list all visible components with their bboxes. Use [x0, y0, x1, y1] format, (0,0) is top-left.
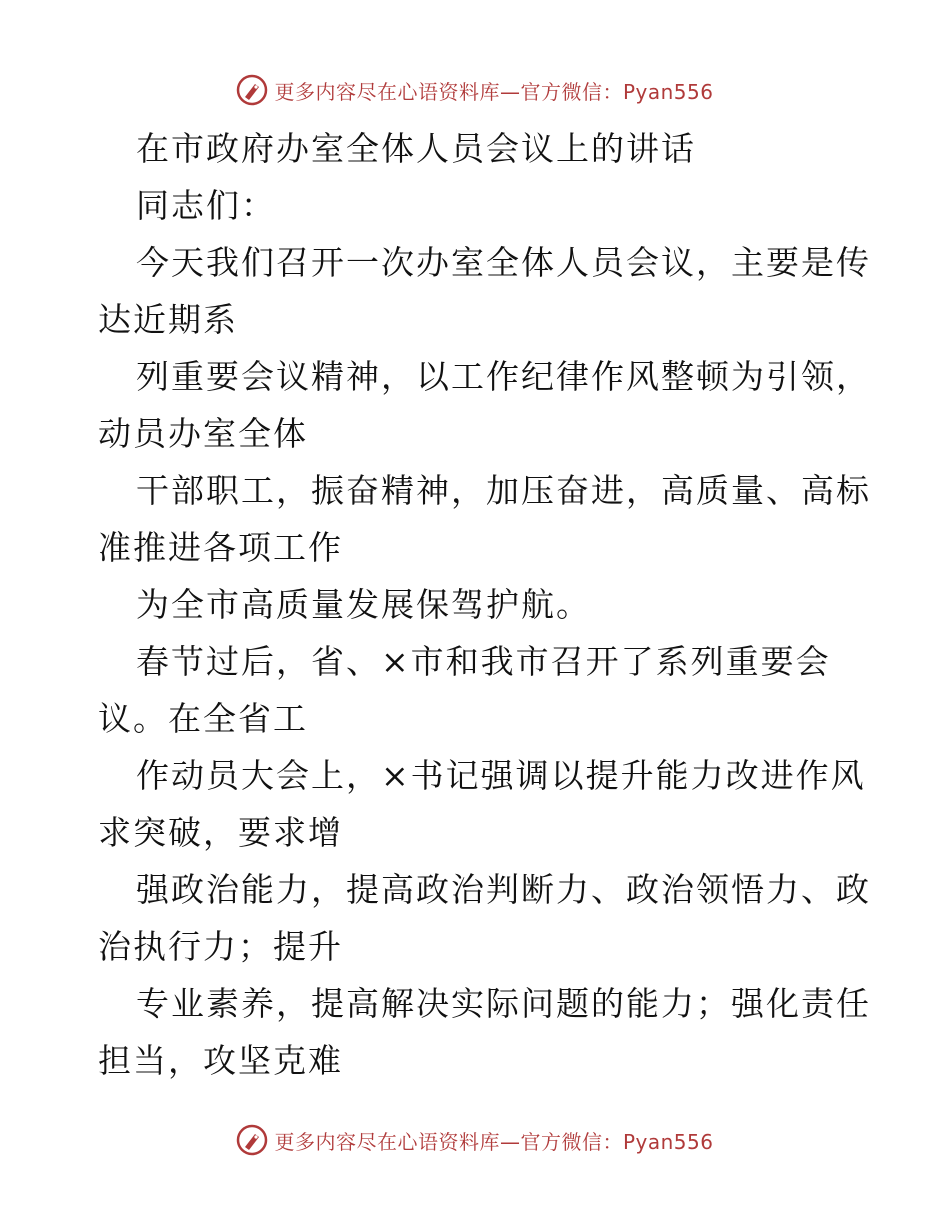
paragraph-line: 作动员大会上，×书记强调以提升能力改进作风 [136, 756, 866, 795]
paragraph-line: 担当，攻坚克难 [98, 1041, 343, 1080]
footer-watermark-banner [0, 1120, 950, 1160]
pen-nib-logo-icon [236, 74, 268, 106]
paragraph-line: 今天我们召开一次办室全体人员会议，主要是传 [136, 243, 871, 282]
paragraph [98, 234, 888, 348]
paragraph [98, 633, 888, 747]
paragraph [98, 348, 888, 462]
paragraph-line: 干部职工，振奋精神，加压奋进，高质量、高标 [136, 471, 871, 510]
header-watermark-banner [0, 70, 950, 110]
watermark-text: 更多内容尽在心语资料库—官方微信：Pyan556 [274, 79, 714, 104]
greeting: 同志们： [136, 186, 276, 225]
paragraph-line: 议。在全省工 [98, 699, 308, 738]
paragraph-line: 达近期系 [98, 300, 238, 339]
watermark-text: 更多内容尽在心语资料库—官方微信：Pyan556 [274, 1129, 714, 1154]
paragraph-line: 列重要会议精神，以工作纪律作风整顿为引领， [136, 357, 871, 396]
document-title: 在市政府办室全体人员会议上的讲话 [136, 129, 696, 168]
paragraph [98, 747, 888, 861]
paragraph-line: 专业素养，提高解决实际问题的能力；强化责任 [136, 984, 871, 1023]
paragraph-line: 春节过后，省、×市和我市召开了系列重要会 [136, 642, 831, 681]
paragraph [98, 975, 888, 1089]
paragraph [98, 576, 888, 633]
paragraph-line: 动员办室全体 [98, 414, 308, 453]
document-body [98, 120, 888, 1089]
paragraph-line: 准推进各项工作 [98, 528, 343, 567]
paragraph-line: 治执行力；提升 [98, 927, 343, 966]
paragraph-line: 求突破，要求增 [98, 813, 343, 852]
paragraph-line: 为全市高质量发展保驾护航。 [136, 585, 591, 624]
paragraph [98, 462, 888, 576]
pen-nib-logo-icon [236, 1124, 268, 1156]
paragraph-line: 强政治能力，提高政治判断力、政治领悟力、政 [136, 870, 871, 909]
paragraph [98, 861, 888, 975]
